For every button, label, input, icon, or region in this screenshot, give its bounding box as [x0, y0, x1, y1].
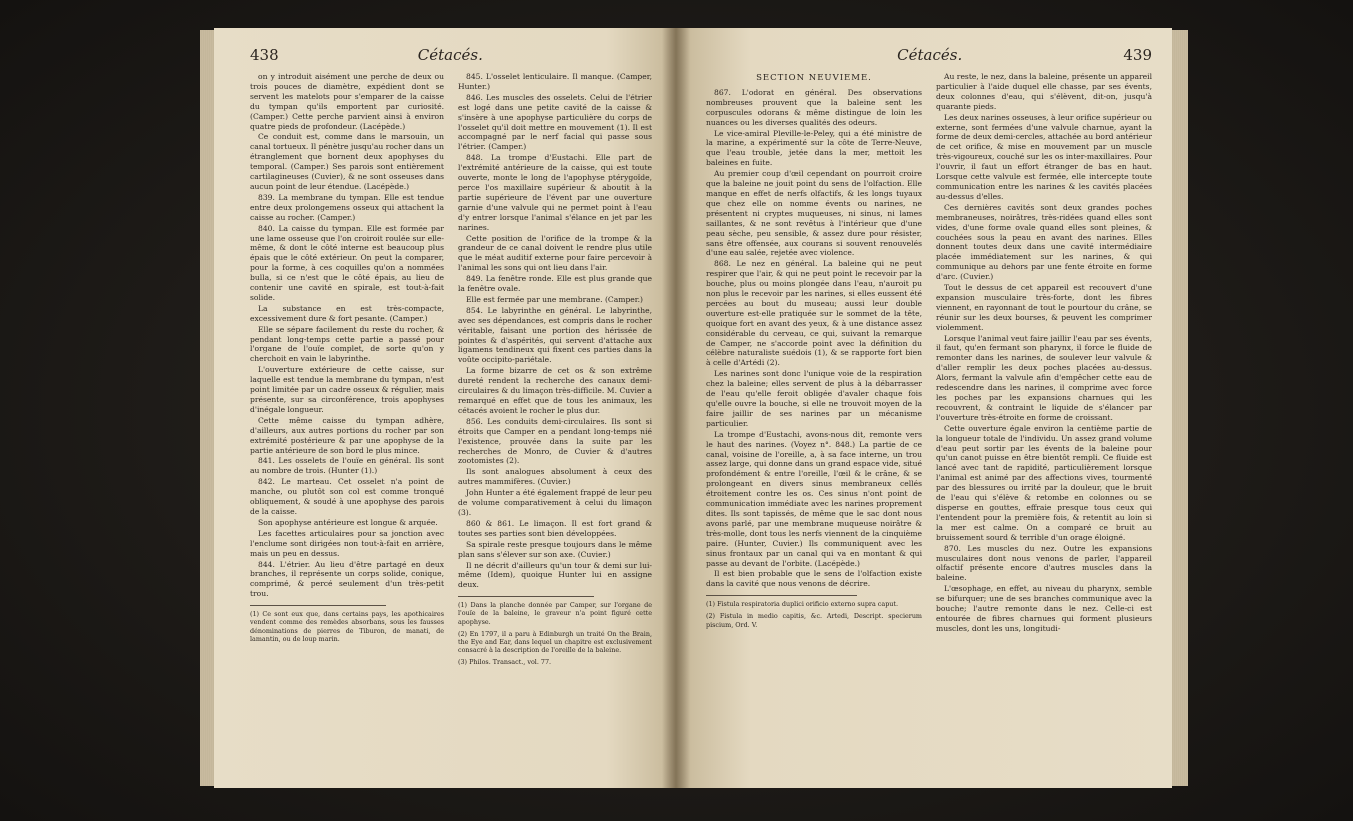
- paragraph: Cette même caisse du tympan adhère, d'ailleurs, aux autres portions du rocher par son extrémité postérieure & par une apophyse de la partie antérieure de son bord le plus mince.: [250, 415, 444, 455]
- left-column-2: [458, 72, 652, 772]
- right-running-head: [706, 46, 1152, 66]
- footnote-rule: [458, 596, 594, 597]
- footnote-rule: [706, 595, 857, 596]
- paragraph: on y introduit aisément une perche de deux ou trois pouces de diamètre, expédient dont se servent les matelots pour s'emparer de la caisse du tympan qu'ils emportent par curiosité. (Camper.) Cette perche parvient ainsi à environ quatre pieds de profondeur. (Lacépède.): [250, 72, 444, 131]
- right-column-2: [936, 72, 1152, 772]
- right-page-title: Cétacés.: [897, 46, 963, 64]
- footnote: (2) En 1797, il a paru à Edinburgh un traité On the Brain, the Eye and Ear, dans lequel un chapitre est exclusivement consacré à la description de l'oreille de la baleine.: [458, 629, 652, 655]
- paragraph: Les deux narines osseuses, à leur orifice supérieur ou externe, sont fermées d'une valvule charnue, ayant la forme de deux demi-cercles, attachée au bord antérieur de cet orifice, & mise en mouvement par un muscle très-vigoureux, couché sur les os inter-maxillaires. Pour l'ouvrir, il faut un effort étranger de bas en haut. Lorsque cette valvule est fermée, elle intercepte toute communication entre les narines & les cavités placées au-dessus d'elles.: [936, 112, 1152, 201]
- paragraph: Il ne décrit d'ailleurs qu'un tour & demi sur lui-même (Idem), quoique Hunter lui en assigne deux.: [458, 560, 652, 590]
- paragraph: 854. Le labyrinthe en général. Le labyrinthe, avec ses dépendances, est compris dans le rocher véritable, faisant une portion des hérissée de pointes & d'aspérités, qui servent d'attache aux ligamens tendineux qui fixent ces parties dans la voûte occipito-pariétale.: [458, 305, 652, 365]
- paragraph: 867. L'odorat en général. Des observations nombreuses prouvent que la baleine sent les corpuscules odorans & même distingue de loin les nuances ou les diverses qualités des odeurs.: [706, 87, 922, 127]
- paragraph: La trompe d'Eustachi, avons-nous dit, remonte vers le haut des narines. (Voyez n°. 848.) La partie de ce canal, voisine de l'oreille, a, à sa face interne, un trou assez large, qui donne dans un grand espace vide, situé profondément & entre l'oreille, l'œil & le crâne, & se prolongeant en divers sinus membraneux cellés étroitement contre les os. Ces sinus n'ont point de communication immédiate avec les narines proprement dites. Ils sont tapissés, de même que le sac dont nous avons parlé, par une membrane muqueuse noirâtre & très-molle, dont tous les nerfs viennent de la cinquième paire. (Hunter, Cuvier.) Ils communiquent avec les sinus frontaux par un canal qui va en montant & qui passe au devant de l'orbite. (Lacépède.): [706, 429, 922, 568]
- paragraph: Ces dernières cavités sont deux grandes poches membraneuses, noirâtres, très-ridées quand elles sont vides, d'une forme ovale quand elles sont pleines, & couchées sous la peau en avant des narines. Elles donnent toutes deux dans une cavité intermédiaire placée immédiatement sur les narines, & qui communique au dehors par une fente étroite en forme d'arc. (Cuvier.): [936, 202, 1152, 282]
- paragraph: John Hunter a été également frappé de leur peu de volume comparativement à celui du limaçon (3).: [458, 488, 652, 517]
- right-page-number: 439: [1123, 46, 1152, 64]
- paragraph: Au premier coup d'œil cependant on pourroit croire que la baleine ne jouit point du sens de l'olfaction. Elle manque en effet de nerfs olfactifs, & les longs tuyaux que chez elle on nomme évents ou narines, ne présentent ni cryptes muqueuses, ni sinus, ni lames saillantes, & ne sont revêtus à l'intérieur que d'une peau sèche, peu sensible, & assez dure pour résister, sans être offensée, aux courans si souvent renouvelés d'une eau salée, rejetée avec violence.: [706, 169, 922, 258]
- paragraph: 844. L'étrier. Au lieu d'être partagé en deux branches, il représente un corps solide, conique, comprimé, & percé seulement d'un très-petit trou.: [250, 559, 444, 599]
- paragraph: 849. La fenêtre ronde. Elle est plus grande que la fenêtre ovale.: [458, 274, 652, 294]
- paragraph: Les facettes articulaires pour sa jonction avec l'enclume sont dirigées non tout-à-fait en arrière, mais un peu en dessus.: [250, 528, 444, 558]
- section-heading: SECTION NEUVIEME.: [756, 73, 872, 83]
- left-page-number: 438: [250, 46, 279, 64]
- left-column-1: [250, 72, 444, 772]
- footnote: (2) Fistula in medio capitis, &c. Artedi, Descript. specierum piscium, Ord. V.: [706, 612, 922, 629]
- paragraph: 839. La membrane du tympan. Elle est tendue entre deux prolongemens osseux qui attachent la caisse au rocher. (Camper.): [250, 192, 444, 222]
- footnote: (3) Philos. Transact., vol. 77.: [458, 658, 552, 667]
- left-running-head: [250, 46, 652, 66]
- right-column-1: [706, 72, 922, 772]
- paragraph: Il est bien probable que le sens de l'olfaction existe dans la cavité que nous venons de décrire.: [706, 569, 922, 589]
- paragraph: L'œsophage, en effet, au niveau du pharynx, semble se bifurquer; une de ses branches communique avec la bouche; l'autre remonte dans le nez. Celle-ci est entourée de fibres charnues qui forment plusieurs muscles, dont les uns, longitudi-: [936, 584, 1152, 633]
- paragraph: La forme bizarre de cet os & son extrême dureté rendent la recherche des canaux demi-circulaires & du limaçon très-difficile. M. Cuvier a remarqué en effet que de tous les animaux, les cétacés avoient le rocher le plus dur.: [458, 366, 652, 415]
- paragraph: Ce conduit est, comme dans le marsouin, un canal tortueux. Il pénètre jusqu'au rocher dans un étranglement que bornent deux apophyses du temporal. (Camper.) Ses parois sont entièrement cartilagineuses (Cuvier), & ne sont osseuses dans aucun point de leur étendue. (Lacépède.): [250, 132, 444, 191]
- paragraph: 856. Les conduits demi-circulaires. Ils sont si étroits que Camper en a pendant long-temps nié l'existence, prouvée dans la suite par les recherches de Monro, de Cuvier & d'autres zootomistes (2).: [458, 416, 652, 466]
- paragraph: Elle est fermée par une membrane. (Camper.): [466, 294, 643, 304]
- paragraph: 841. Les osselets de l'ouïe en général. Ils sont au nombre de trois. (Hunter (1).): [250, 456, 444, 476]
- left-page-title: Cétacés.: [417, 46, 483, 64]
- left-page: [214, 28, 676, 788]
- paragraph: Tout le dessus de cet appareil est recouvert d'une expansion musculaire très-forte, dont les fibres viennent, en rayonnant de tout le pourtour du crâne, se réunir sur les deux bourses, & peuvent les comprimer violemment.: [936, 283, 1152, 332]
- paragraph: 870. Les muscles du nez. Outre les expansions musculaires dont nous venons de parler, l'appareil olfactif présente encore d'autres muscles dans la baleine.: [936, 543, 1152, 583]
- paragraph: 868. Le nez en général. La baleine qui ne peut respirer que l'air, & qui ne peut point le recevoir par la bouche, plus ou moins plongée dans l'eau, n'auroit pu non plus le recevoir par les narines, si elles eussent été percées au bout du museau; aussi leur double ouverture est-elle pratiquée sur le sommet de la tête, quoique fort en avant des yeux, & à une distance assez considérable du cerveau, ce qui, suivant la remarque de Camper, ne s'accorde point avec la définition du célèbre naturaliste suédois (1), & se rapporte fort bien à celle d'Artédi (2).: [706, 259, 922, 368]
- paragraph: La substance en est très-compacte, excessivement dure & fort pesante. (Camper.): [250, 303, 444, 323]
- paragraph: Au reste, le nez, dans la baleine, présente un appareil particulier à l'aide duquel elle chasse, par ses évents, deux colonnes d'eau, qui s'élèvent, dit-on, jusqu'à quarante pieds.: [936, 72, 1152, 111]
- paragraph: Les narines sont donc l'unique voie de la respiration chez la baleine; elles servent de plus à la débarrasser de l'eau qu'elle feroit obligée d'avaler chaque fois qu'elle ouvre la bouche, si elle ne trouvoit moyen de la faire jaillir de ses narines par un mécanisme particulier.: [706, 369, 922, 428]
- paragraph: 848. La trompe d'Eustachi. Elle part de l'extrémité antérieure de la caisse, qui est toute ouverte, monte le long de l'apophyse ptérygoïde, perce l'os maxillaire supérieur & aboutit à la partie supérieure de l'évent par une ouverture garnie d'une valvule qui ne permet point à l'eau d'y entrer lorsque l'animal s'élance en jet par les narines.: [458, 153, 652, 232]
- footnote: (1) Ce sont eux que, dans certains pays, les apothicaires vendent comme des remèdes absorbans, sous les fausses dénominations de pierres de Tiburon, de manati, de lamantin, ou de loup marin.: [250, 610, 444, 643]
- page-edges-left: [200, 30, 214, 786]
- paragraph: Lorsque l'animal veut faire jaillir l'eau par ses évents, il faut, qu'en fermant son pharynx, il force le fluide de remonter dans les narines, de soulever leur valvule & d'aller remplir les deux poches placées au-dessus. Alors, fermant la valvule afin d'empêcher cette eau de redescendre dans les narines, il comprime avec force les poches par les expansions charnues qui les recouvrent, & contraint le liquide de s'élancer par l'ouverture très-étroite en forme de croissant.: [936, 333, 1152, 422]
- footnote-rule: [250, 605, 386, 606]
- right-page: [676, 28, 1172, 788]
- paragraph: Son apophyse antérieure est longue & arquée.: [258, 517, 438, 527]
- paragraph: 860 & 861. Le limaçon. Il est fort grand & toutes ses parties sont bien développées.: [458, 518, 652, 538]
- book-gutter: [662, 28, 690, 788]
- page-edges-right: [1172, 30, 1188, 786]
- paragraph: Elle se sépare facilement du reste du rocher, & pendant long-temps cette partie a passé pour l'organe de l'ouïe complet, de sorte qu'on y cherchoit en vain le labyrinthe.: [250, 324, 444, 364]
- paragraph: 846. Les muscles des osselets. Celui de l'étrier est logé dans une petite cavité de la caisse & s'insère à une apophyse particulière du corps de l'osselet qu'il doit mettre en mouvement (1). Il est accompagné par le nerf facial qui passe sous l'étrier. (Camper.): [458, 92, 652, 152]
- paragraph: Cette ouverture égale environ la centième partie de la longueur totale de l'individu. Un assez grand volume d'eau peut sortir par les évents de la baleine pour qu'un canot puisse en être bientôt rempli. Ce fluide est lancé avec tant de rapidité, particulièrement lorsque l'animal est animé par des affections vives, tourmenté par des blessures ou irrité par la douleur, que le bruit de l'eau qui s'élève & retombe en colonnes ou se disperse en gouttes, effraie presque tous ceux qui l'entendent pour la première fois, & retentit au loin si la mer est calme. On a comparé ce bruit au bruissement sourd & terrible d'un orage éloigné.: [936, 423, 1152, 542]
- paragraph: L'ouverture extérieure de cette caisse, sur laquelle est tendue la membrane du tympan, n'est point limitée par un cadre osseux & régulier, mais présente, sur sa circonférence, trois apophyses d'inégale longueur.: [250, 365, 444, 414]
- paragraph: Sa spirale reste presque toujours dans le même plan sans s'élever sur son axe. (Cuvier.): [458, 539, 652, 559]
- paragraph: 840. La caisse du tympan. Elle est formée par une lame osseuse que l'on croiroit roulée sur elle-même, & dont le côté interne est beaucoup plus épais que le côté extérieur. On peut la comparer, pour la forme, à ces coquilles qu'on a nommées bulla, si ce n'est que le côté épais, au lieu de contenir une cavité en spirale, est tout-à-fait solide.: [250, 223, 444, 302]
- paragraph: Le vice-amiral Pleville-le-Peley, qui a été ministre de la marine, a expérimenté sur la côte de Terre-Neuve, que l'eau trouble, jetée dans la mer, mettoit les baleines en fuite.: [706, 128, 922, 168]
- paragraph: 842. Le marteau. Cet osselet n'a point de manche, ou plutôt son col est comme tronqué obliquement, & soudé à une apophyse des parois de la caisse.: [250, 477, 444, 516]
- footnote: (1) Fistula respiratoria duplici orificio externo supra caput.: [706, 600, 898, 609]
- paragraph: Cette position de l'orifice de la trompe & la grandeur de ce canal doivent le rendre plus utile que le méat auditif externe pour faire percevoir à l'animal les sons qui ont lieu dans l'air.: [458, 233, 652, 273]
- footnote: (1) Dans la planche donnée par Camper, sur l'organe de l'ouïe de la baleine, le graveur n'a point figuré cette apophyse.: [458, 601, 652, 626]
- paragraph: 845. L'osselet lenticulaire. Il manque. (Camper, Hunter.): [458, 72, 652, 91]
- paragraph: Ils sont analogues absolument à ceux des autres mammifères. (Cuvier.): [458, 467, 652, 487]
